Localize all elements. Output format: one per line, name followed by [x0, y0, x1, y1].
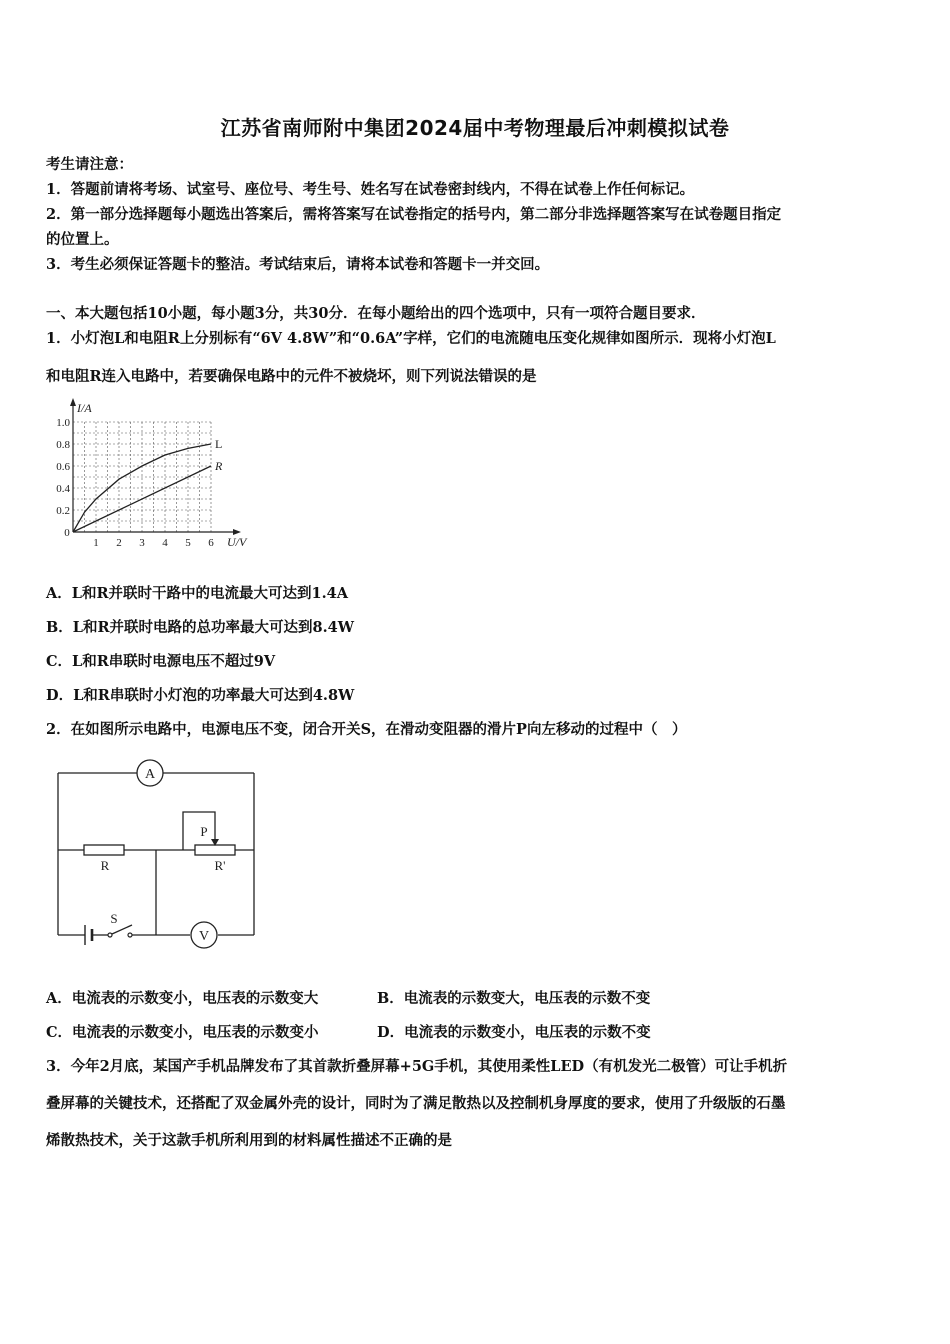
battery-icon — [85, 925, 92, 945]
q1-option-c[interactable]: C．L和R串联时电源电压不超过9V — [46, 653, 276, 670]
y-tick-label: 0.4 — [56, 483, 70, 495]
y-axis-label: I/A — [77, 401, 92, 415]
rheostat-label: R' — [214, 858, 226, 873]
resistor-icon — [84, 845, 124, 873]
notice-item-1: 1．答题前请将考场、试室号、座位号、考生号、姓名写在试卷密封线内，不得在试卷上作任何标记。 — [46, 181, 695, 198]
x-tick-label: 2 — [116, 537, 122, 549]
x-tick-label: 6 — [208, 537, 214, 549]
y-tick-label: 0.8 — [56, 439, 70, 451]
x-tick-label: 3 — [139, 537, 145, 549]
q1-option-a[interactable]: A．L和R并联时干路中的电流最大可达到1.4A — [46, 585, 348, 602]
y-tick-label: 0.2 — [56, 505, 70, 517]
x-tick-label: 0 — [64, 527, 70, 539]
ammeter-icon — [137, 760, 163, 786]
y-tick-label: 1.0 — [56, 417, 70, 429]
resistor-label: R — [100, 858, 110, 873]
x-tick-label: 4 — [162, 537, 168, 549]
iv-chart — [40, 392, 260, 557]
x-axis-label: U/V — [227, 535, 247, 549]
switch-icon — [108, 911, 132, 937]
q3-stem-line1: 3．今年2月底，某国产手机品牌发布了其首款折叠屏幕+5G手机，其使用柔性LED（有机发光二极管）可让手机折 — [46, 1058, 788, 1075]
notice-item-3: 3．考生必须保证答题卡的整洁。考试结束后，请将本试卷和答题卡一并交回。 — [46, 256, 550, 273]
series-label-L: L — [215, 437, 223, 451]
switch-label: S — [110, 911, 118, 926]
y-axis-arrow — [70, 398, 76, 406]
q2-stem: 2．在如图所示电路中，电源电压不变，闭合开关S，在滑动变阻器的滑片P向左移动的过程中（ ） — [46, 721, 687, 738]
q2-option-a[interactable]: A．电流表的示数变小，电压表的示数变大 — [46, 990, 319, 1007]
q1-stem-line2: 和电阻R连入电路中，若要确保电路中的元件不被烧坏，则下列说法错误的是 — [46, 368, 537, 385]
notice-heading: 考生请注意： — [46, 156, 133, 173]
y-tick-label: 0.6 — [56, 461, 70, 473]
page-title: 江苏省南师附中集团2024届中考物理最后冲刺模拟试卷 — [220, 116, 730, 140]
x-tick-label: 5 — [185, 537, 191, 549]
notice-item-2-cont: 的位置上。 — [46, 231, 119, 248]
chart-grid — [73, 422, 211, 532]
q3-stem-line2: 叠屏幕的关键技术，还搭配了双金属外壳的设计，同时为了满足散热以及控制机身厚度的要求，使用了升级版的石墨 — [46, 1095, 786, 1112]
notice-item-2: 2．第一部分选择题每小题选出答案后，需将答案写在试卷指定的括号内，第二部分非选择题答案写在试卷题目指定 — [46, 206, 782, 223]
circuit-diagram — [50, 755, 265, 950]
series-label-R: R — [215, 459, 223, 473]
q2-option-d[interactable]: D．电流表的示数变小，电压表的示数不变 — [377, 1024, 651, 1041]
slider-label: P — [200, 824, 208, 839]
q3-stem-line3: 烯散热技术，关于这款手机所利用到的材料属性描述不正确的是 — [46, 1132, 452, 1149]
q1-stem-line1: 1．小灯泡L和电阻R上分别标有“6V 4.8W”和“0.6A”字样，它们的电流随电压变化规律如图所示．现将小灯泡L — [46, 330, 776, 347]
q2-option-b[interactable]: B．电流表的示数变大，电压表的示数不变 — [377, 990, 651, 1007]
voltmeter-icon — [191, 922, 217, 948]
x-tick-label: 1 — [93, 537, 99, 549]
voltmeter-label: V — [198, 929, 210, 944]
rheostat-icon — [183, 812, 235, 873]
q2-option-c[interactable]: C．电流表的示数变小，电压表的示数变小 — [46, 1024, 319, 1041]
section1-heading: 一、本大题包括10小题，每小题3分，共30分．在每小题给出的四个选项中，只有一项符合题目要求． — [46, 305, 706, 322]
ammeter-label: A — [144, 767, 156, 782]
q1-option-b[interactable]: B．L和R并联时电路的总功率最大可达到8.4W — [46, 619, 355, 636]
q1-option-d[interactable]: D．L和R串联时小灯泡的功率最大可达到4.8W — [46, 687, 355, 704]
